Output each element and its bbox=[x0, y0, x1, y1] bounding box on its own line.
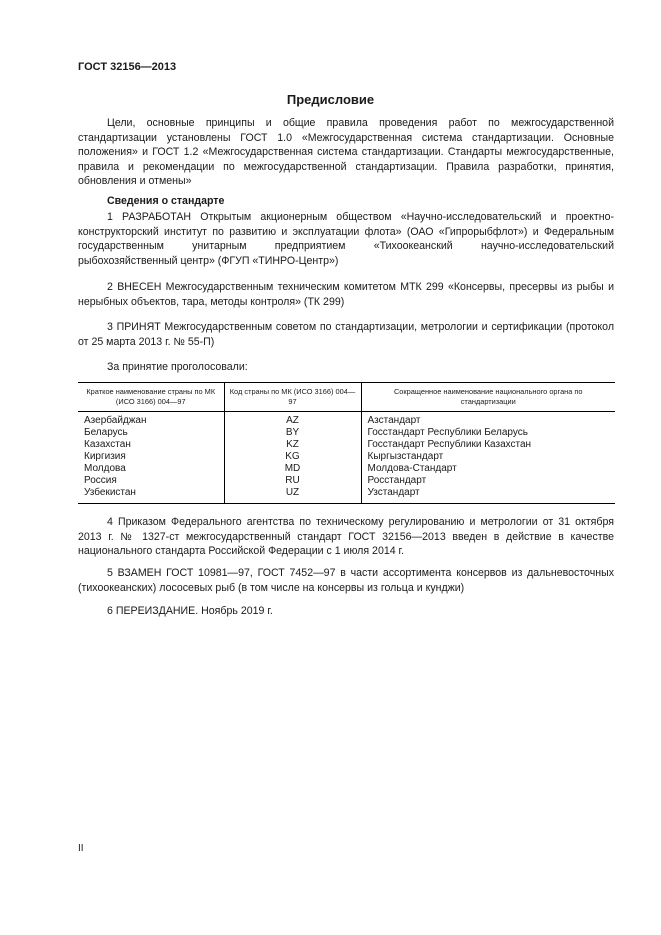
code-cell: AZ bbox=[224, 412, 361, 428]
code-cell: MD bbox=[224, 463, 361, 475]
body-cell: Госстандарт Республики Казахстан bbox=[367, 439, 532, 450]
page-title: Предисловие bbox=[286, 92, 375, 107]
country-cell: Киргизия bbox=[78, 451, 224, 463]
item-developed: 1 РАЗРАБОТАН Открытым акционерным обществом «Научно-исследовательский и проектно-конструкторский институт по развитию и эксплуатации флота» (ОАО «Гипрорыбфлот») и Федеральным государственным унитарным предприятием «Тихоокеанский научно-исследовательский рыбохозяйственный центр» (ФГУП «ТИНРО-Центр») bbox=[78, 211, 614, 267]
code-cell: KZ bbox=[224, 439, 361, 451]
body-cell: Росстандарт bbox=[367, 475, 427, 486]
code-cell: RU bbox=[224, 475, 361, 487]
body-cell: Госстандарт Республики Беларусь bbox=[367, 427, 528, 438]
item-enacted: 4 Приказом Федерального агентства по техническому регулированию и метрологии от 31 октября 2013 г. № 1327-ст межгосударственный стандарт ГОСТ 32156—2013 введен в действие в качестве национального стандарта Российской Федерации с 1 июля 2014 г. bbox=[78, 516, 614, 558]
country-cell: Узбекистан bbox=[78, 487, 224, 504]
item-reissue: 6 ПЕРЕИЗДАНИЕ. Ноябрь 2019 г. bbox=[107, 605, 273, 617]
code-cell: BY bbox=[224, 427, 361, 439]
intro-paragraph: Цели, основные принципы и общие правила проведения работ по межгосударственной стандартизации установлены ГОСТ 1.0 «Межгосударственная система стандартизации. Основные положения» и ГОСТ 1.2 «Межгосударственная система стандартизации. Стандарты межгосударственные, правила и рекомендации по межгосударственной стандартизации. Правила разработки, принятия, обновления и отмены» bbox=[78, 117, 614, 188]
body-cell: Молдова-Стандарт bbox=[367, 463, 457, 474]
code-cell: UZ bbox=[224, 487, 361, 504]
country-cell: Беларусь bbox=[78, 427, 224, 439]
voting-table bbox=[78, 382, 615, 504]
item-replaces: 5 ВЗАМЕН ГОСТ 10981—97, ГОСТ 7452—97 в части ассортимента консервов из дальневосточных (тихоокеанских) лососевых рыб (в том числе на консервы из гольца и кунджи) bbox=[78, 567, 614, 594]
table-row bbox=[78, 451, 615, 463]
country-cell: Молдова bbox=[78, 463, 224, 475]
table-row bbox=[78, 427, 615, 439]
document-code-header: ГОСТ 32156—2013 bbox=[78, 61, 177, 73]
table-row bbox=[78, 463, 615, 475]
page-number: II bbox=[78, 843, 84, 854]
country-cell: Казахстан bbox=[78, 439, 224, 451]
body-cell: Кыргызстандарт bbox=[367, 451, 444, 462]
column-header-country: Краткое наименование страны по МК (ИСО 3166) 004—97 bbox=[78, 383, 224, 412]
table-row bbox=[78, 475, 615, 487]
table-row bbox=[78, 487, 615, 504]
body-cell: Узстандарт bbox=[367, 487, 420, 498]
country-cell: Россия bbox=[78, 475, 224, 487]
vote-label: За принятие проголосовали: bbox=[107, 361, 248, 373]
code-cell: KG bbox=[224, 451, 361, 463]
table-row bbox=[78, 439, 615, 451]
section-heading: Сведения о стандарте bbox=[107, 195, 225, 207]
column-header-body: Сокращенное наименование национального органа по стандартизации bbox=[361, 383, 615, 412]
item-introduced: 2 ВНЕСЕН Межгосударственным техническим комитетом МТК 299 «Консервы, пресервы из рыбы и нерыбных объектов, тара, методы контроля» (ТК 299) bbox=[78, 281, 614, 308]
item-adopted: 3 ПРИНЯТ Межгосударственным советом по стандартизации, метрологии и сертификации (протокол от 25 марта 2013 г. № 55-П) bbox=[78, 321, 614, 348]
table-row bbox=[78, 412, 615, 428]
column-header-code: Код страны по МК (ИСО 3166) 004—97 bbox=[224, 383, 361, 412]
body-cell: Азстандарт bbox=[367, 415, 421, 426]
table-header-row bbox=[78, 383, 615, 412]
country-cell: Азербайджан bbox=[78, 412, 224, 428]
